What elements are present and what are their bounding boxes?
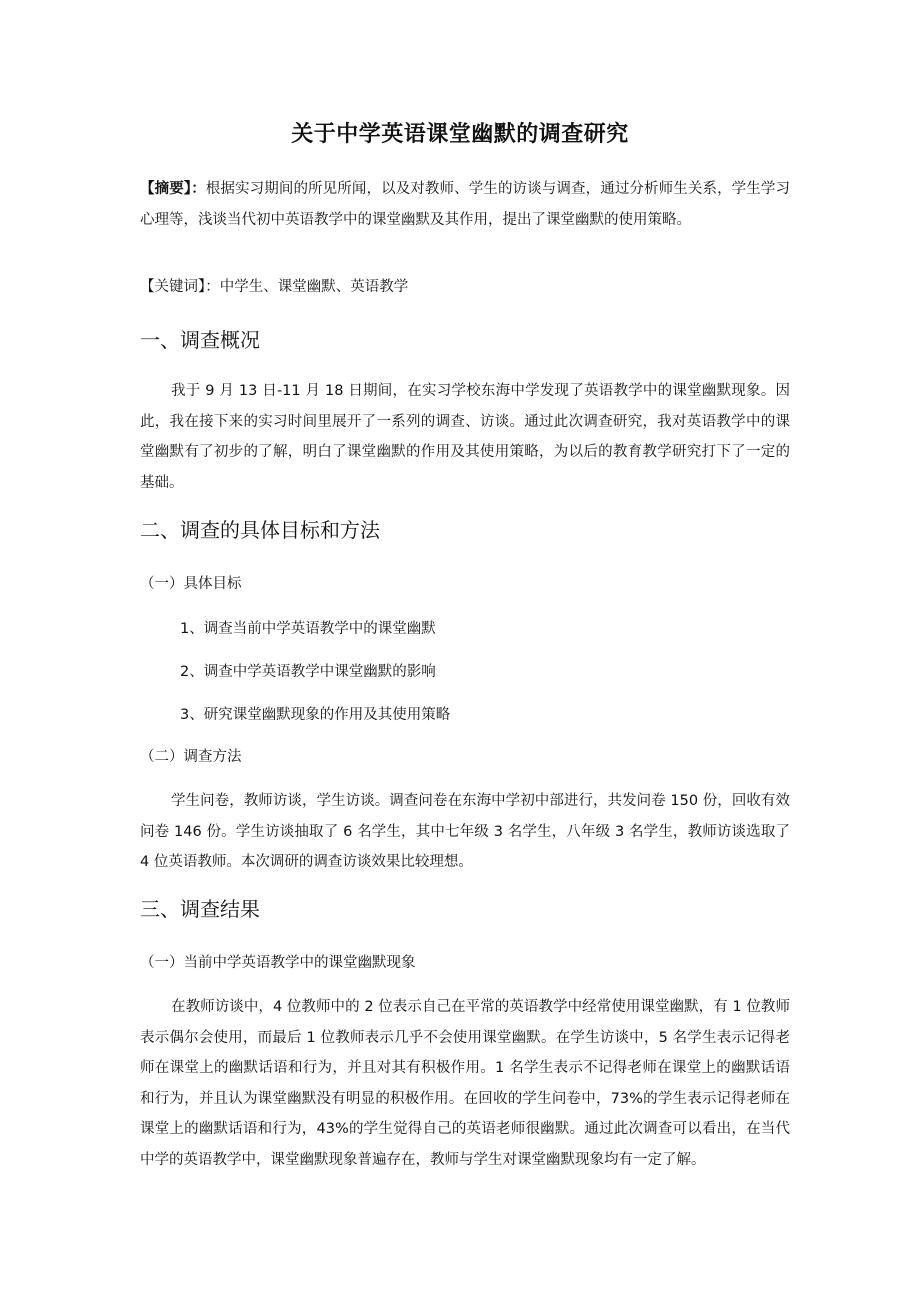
section-2-sub-2: （二）调查方法 bbox=[140, 749, 242, 765]
section-1-heading: 一、调查概况 bbox=[140, 328, 260, 352]
section-3-sub-1: （一）当前中学英语教学中的课堂幽默现象 bbox=[140, 955, 416, 971]
keywords-text: 中学生、课堂幽默、英语教学 bbox=[219, 279, 409, 295]
keywords-paragraph bbox=[140, 272, 790, 303]
section-3-body: 在教师访谈中，4 位教师中的 2 位表示自己在平常的英语教学中经常使用课堂幽默，有 1 位教师表示偶尔会使用，而最后 1 位教师表示几乎不会使用课堂幽默。在学生访谈中，5 名学生表示记得老师在课堂上的幽默话语和行为，并且对其有积极作用。1 名学生表示不记得老师在课堂上的幽默话语和行为，并且认为课堂幽默没有明显的积极作用。在回收的学生问卷中，73%的学生表示记得老师在课堂上的幽默话语和行为，43%的学生觉得自己的英语老师很幽默。通过此次调查可以看出，在当代中学的英语教学中，课堂幽默现象普遍存在，教师与学生对课堂幽默现象均有一定了解。 bbox=[140, 999, 790, 1168]
abstract-label: 【摘要】 bbox=[140, 181, 192, 197]
goal-item-2: 2、调查中学英语教学中课堂幽默的影响 bbox=[180, 664, 436, 680]
document-title: 关于中学英语课堂幽默的调查研究 bbox=[291, 122, 629, 147]
goal-item-1: 1、调查当前中学英语教学中的课堂幽默 bbox=[180, 621, 436, 637]
abstract-text: 根据实习期间的所见所闻，以及对教师、学生的访谈与调查，通过分析师生关系，学生学习心理等，浅谈当代初中英语教学中的课堂幽默及其作用，提出了课堂幽默的使用策略。 bbox=[140, 181, 791, 228]
abstract-paragraph bbox=[140, 174, 790, 235]
section-3-heading: 三、调查结果 bbox=[140, 897, 260, 921]
keywords-colon: ： bbox=[205, 279, 220, 295]
goal-item-3: 3、研究课堂幽默现象的作用及其使用策略 bbox=[180, 707, 451, 723]
abstract-colon: ： bbox=[191, 181, 206, 197]
section-1-body: 我于 9 月 13 日-11 月 18 日期间，在实习学校东海中学发现了英语教学中的课堂幽默现象。因此，我在接下来的实习时间里展开了一系列的调查、访谈。通过此次调查研究，我对英语教学中的课堂幽默有了初步的了解，明白了课堂幽默的作用及其使用策略，为以后的教育教学研究打下了一定的基础。 bbox=[140, 383, 790, 491]
section-2-methods: 学生问卷，教师访谈，学生访谈。调查问卷在东海中学初中部进行，共发问卷 150 份，回收有效问卷 146 份。学生访谈抽取了 6 名学生，其中七年级 3 名学生，八年级 3 名学生，教师访谈选取了 4 位英语教师。本次调研的调查访谈效果比较理想。 bbox=[140, 793, 790, 870]
section-2-heading: 二、调查的具体目标和方法 bbox=[140, 518, 380, 542]
section-2-sub-1: （一）具体目标 bbox=[140, 576, 242, 592]
keywords-label: 【关键词】 bbox=[140, 279, 206, 295]
